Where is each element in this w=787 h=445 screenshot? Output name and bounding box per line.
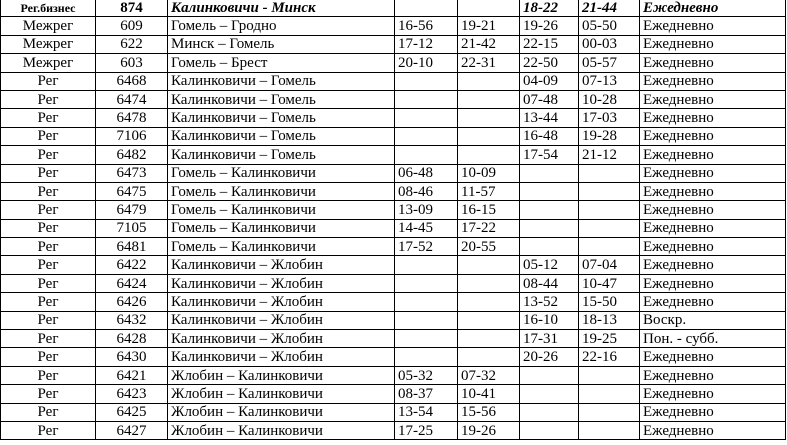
days-cell: Ежедневно <box>640 219 786 237</box>
time-cell-1: 08-46 <box>395 182 458 200</box>
time-cell-1 <box>395 330 458 348</box>
time-cell-4: 10-47 <box>579 274 640 292</box>
time-cell-2: 19-21 <box>458 17 520 35</box>
time-cell-2 <box>458 127 520 145</box>
time-cell-1 <box>395 0 458 17</box>
table-row <box>1 17 786 35</box>
train-type-cell: Рег <box>1 182 96 200</box>
header-row <box>1 0 786 17</box>
train-type-cell: Рег <box>1 403 96 421</box>
time-cell-4 <box>579 238 640 256</box>
days-cell: Ежедневно <box>640 90 786 108</box>
route-cell: Гомель – Брест <box>168 54 395 72</box>
time-cell-4: 21-12 <box>579 146 640 164</box>
time-cell-2: 10-41 <box>458 385 520 403</box>
time-cell-4: 19-28 <box>579 127 640 145</box>
time-cell-3: 22-15 <box>520 35 579 53</box>
route-cell: Жлобин – Калинковичи <box>168 403 395 421</box>
route-cell: Гомель – Гродно <box>168 17 395 35</box>
time-cell-4: 21-44 <box>579 0 640 17</box>
train-number-cell: 6479 <box>96 201 168 219</box>
time-cell-1: 06-48 <box>395 164 458 182</box>
train-number-cell: 6473 <box>96 164 168 182</box>
train-number-cell: 6425 <box>96 403 168 421</box>
time-cell-1 <box>395 256 458 274</box>
time-cell-2 <box>458 311 520 329</box>
table-row <box>1 219 786 237</box>
time-cell-3: 05-12 <box>520 256 579 274</box>
train-number-cell: 6468 <box>96 72 168 90</box>
train-number-cell: 6478 <box>96 109 168 127</box>
route-cell: Калинковичи – Гомель <box>168 127 395 145</box>
route-cell: Калинковичи – Жлобин <box>168 293 395 311</box>
table-row <box>1 54 786 72</box>
table-row <box>1 256 786 274</box>
table-row <box>1 164 786 182</box>
time-cell-2: 22-31 <box>458 54 520 72</box>
time-cell-3 <box>520 385 579 403</box>
train-type-cell: Рег <box>1 146 96 164</box>
train-type-cell: Рег <box>1 256 96 274</box>
days-cell: Ежедневно <box>640 17 786 35</box>
table-row <box>1 366 786 384</box>
time-cell-3 <box>520 219 579 237</box>
train-number-cell: 609 <box>96 17 168 35</box>
time-cell-2: 21-42 <box>458 35 520 53</box>
train-number-cell: 6427 <box>96 421 168 439</box>
time-cell-4 <box>579 164 640 182</box>
train-type-cell: Рег <box>1 201 96 219</box>
time-cell-1: 13-54 <box>395 403 458 421</box>
train-number-cell: 6481 <box>96 238 168 256</box>
days-cell: Ежедневно <box>640 293 786 311</box>
time-cell-4: 07-13 <box>579 72 640 90</box>
route-cell: Жлобин – Калинковичи <box>168 385 395 403</box>
time-cell-2: 07-32 <box>458 366 520 384</box>
time-cell-4 <box>579 219 640 237</box>
days-cell: Ежедневно <box>640 72 786 90</box>
table-row <box>1 311 786 329</box>
train-type-cell: Рег <box>1 127 96 145</box>
table-row <box>1 274 786 292</box>
train-number-cell: 6432 <box>96 311 168 329</box>
time-cell-4: 17-03 <box>579 109 640 127</box>
train-type-cell: Рег <box>1 109 96 127</box>
time-cell-1: 14-45 <box>395 219 458 237</box>
time-cell-3: 18-22 <box>520 0 579 17</box>
train-number-cell: 6422 <box>96 256 168 274</box>
time-cell-3 <box>520 238 579 256</box>
days-cell: Ежедневно <box>640 403 786 421</box>
time-cell-2 <box>458 330 520 348</box>
time-cell-4 <box>579 366 640 384</box>
time-cell-4 <box>579 421 640 439</box>
train-type-cell: Рег <box>1 348 96 366</box>
time-cell-4: 07-04 <box>579 256 640 274</box>
route-cell: Калинковичи – Жлобин <box>168 348 395 366</box>
time-cell-1: 17-12 <box>395 35 458 53</box>
table-row <box>1 238 786 256</box>
days-cell: Ежедневно <box>640 348 786 366</box>
time-cell-2: 15-56 <box>458 403 520 421</box>
time-cell-1 <box>395 146 458 164</box>
time-cell-1 <box>395 293 458 311</box>
table-row <box>1 330 786 348</box>
route-cell: Гомель – Калинковичи <box>168 219 395 237</box>
time-cell-1: 20-10 <box>395 54 458 72</box>
train-number-cell: 6426 <box>96 293 168 311</box>
route-cell: Жлобин – Калинковичи <box>168 366 395 384</box>
table-row <box>1 348 786 366</box>
train-number-cell: 6423 <box>96 385 168 403</box>
days-cell: Ежедневно <box>640 182 786 200</box>
days-cell: Ежедневно <box>640 164 786 182</box>
train-type-cell: Рег <box>1 421 96 439</box>
table-row <box>1 182 786 200</box>
time-cell-2 <box>458 90 520 108</box>
route-cell: Калинковичи – Гомель <box>168 72 395 90</box>
table-row <box>1 403 786 421</box>
train-number-cell: 7105 <box>96 219 168 237</box>
route-cell: Гомель – Калинковичи <box>168 238 395 256</box>
time-cell-3 <box>520 164 579 182</box>
train-number-cell: 6428 <box>96 330 168 348</box>
time-cell-1 <box>395 90 458 108</box>
days-cell: Ежедневно <box>640 35 786 53</box>
route-cell: Калинковичи – Жлобин <box>168 274 395 292</box>
time-cell-2 <box>458 0 520 17</box>
time-cell-1 <box>395 348 458 366</box>
time-cell-1 <box>395 109 458 127</box>
route-cell: Гомель – Калинковичи <box>168 164 395 182</box>
table-row <box>1 127 786 145</box>
days-cell: Ежедневно <box>640 385 786 403</box>
train-number-cell: 6424 <box>96 274 168 292</box>
time-cell-3 <box>520 421 579 439</box>
train-type-cell: Рег <box>1 164 96 182</box>
time-cell-4: 00-03 <box>579 35 640 53</box>
time-cell-3: 16-10 <box>520 311 579 329</box>
route-cell: Минск – Гомель <box>168 35 395 53</box>
time-cell-4: 10-28 <box>579 90 640 108</box>
train-number-cell: 6430 <box>96 348 168 366</box>
train-number-cell: 622 <box>96 35 168 53</box>
time-cell-1: 17-25 <box>395 421 458 439</box>
time-cell-1: 05-32 <box>395 366 458 384</box>
time-cell-4 <box>579 403 640 421</box>
time-cell-3: 08-44 <box>520 274 579 292</box>
route-cell: Гомель – Калинковичи <box>168 182 395 200</box>
time-cell-1 <box>395 311 458 329</box>
train-type-cell: Межрег <box>1 17 96 35</box>
time-cell-3: 13-44 <box>520 109 579 127</box>
time-cell-1 <box>395 274 458 292</box>
time-cell-3: 17-54 <box>520 146 579 164</box>
time-cell-2 <box>458 72 520 90</box>
train-number-cell: 874 <box>96 0 168 17</box>
train-number-cell: 6474 <box>96 90 168 108</box>
time-cell-2: 16-15 <box>458 201 520 219</box>
time-cell-3 <box>520 403 579 421</box>
time-cell-4 <box>579 201 640 219</box>
train-type-cell: Межрег <box>1 35 96 53</box>
train-type-cell: Рег <box>1 238 96 256</box>
days-cell: Ежедневно <box>640 366 786 384</box>
time-cell-3 <box>520 182 579 200</box>
table-row <box>1 146 786 164</box>
train-type-cell: Рег <box>1 385 96 403</box>
route-cell: Жлобин – Калинковичи <box>168 421 395 439</box>
time-cell-2: 17-22 <box>458 219 520 237</box>
time-cell-2 <box>458 348 520 366</box>
time-cell-4: 22-16 <box>579 348 640 366</box>
train-type-cell: Рег <box>1 274 96 292</box>
time-cell-1: 16-56 <box>395 17 458 35</box>
time-cell-3 <box>520 366 579 384</box>
table-row <box>1 72 786 90</box>
time-cell-1 <box>395 72 458 90</box>
time-cell-4 <box>579 385 640 403</box>
train-type-cell: Рег <box>1 311 96 329</box>
route-cell: Калинковичи – Гомель <box>168 109 395 127</box>
route-cell: Калинковичи – Жлобин <box>168 311 395 329</box>
time-cell-4: 05-57 <box>579 54 640 72</box>
table-row <box>1 201 786 219</box>
days-cell: Ежедневно <box>640 109 786 127</box>
train-type-cell: Рег <box>1 293 96 311</box>
days-cell: Ежедневно <box>640 54 786 72</box>
route-cell: Калинковичи – Гомель <box>168 146 395 164</box>
time-cell-2 <box>458 109 520 127</box>
train-type-cell: Рег <box>1 366 96 384</box>
time-cell-2: 11-57 <box>458 182 520 200</box>
table-row <box>1 109 786 127</box>
time-cell-1: 08-37 <box>395 385 458 403</box>
time-cell-4: 19-25 <box>579 330 640 348</box>
time-cell-2: 20-55 <box>458 238 520 256</box>
time-cell-1 <box>395 127 458 145</box>
train-type-cell: Рег <box>1 219 96 237</box>
train-number-cell: 603 <box>96 54 168 72</box>
time-cell-3: 19-26 <box>520 17 579 35</box>
time-cell-3: 13-52 <box>520 293 579 311</box>
time-cell-4: 05-50 <box>579 17 640 35</box>
route-cell: Калинковичи – Жлобин <box>168 330 395 348</box>
time-cell-2 <box>458 256 520 274</box>
days-cell: Ежедневно <box>640 0 786 17</box>
days-cell: Ежедневно <box>640 256 786 274</box>
table-row <box>1 385 786 403</box>
days-cell: Ежедневно <box>640 127 786 145</box>
time-cell-4: 15-50 <box>579 293 640 311</box>
train-number-cell: 6482 <box>96 146 168 164</box>
days-cell: Пон. - субб. <box>640 330 786 348</box>
days-cell: Ежедневно <box>640 421 786 439</box>
train-type-cell: Межрег <box>1 54 96 72</box>
train-type-cell: Рег <box>1 330 96 348</box>
table-row <box>1 35 786 53</box>
train-number-cell: 7106 <box>96 127 168 145</box>
time-cell-3: 04-09 <box>520 72 579 90</box>
route-cell: Калинковичи – Жлобин <box>168 256 395 274</box>
train-type-cell: Рег <box>1 72 96 90</box>
route-cell: Гомель – Калинковичи <box>168 201 395 219</box>
time-cell-1: 13-09 <box>395 201 458 219</box>
time-cell-1: 17-52 <box>395 238 458 256</box>
time-cell-3: 17-31 <box>520 330 579 348</box>
train-number-cell: 6421 <box>96 366 168 384</box>
table-row <box>1 293 786 311</box>
timetable-body <box>1 0 786 440</box>
days-cell: Воскр. <box>640 311 786 329</box>
days-cell: Ежедневно <box>640 146 786 164</box>
time-cell-4: 18-13 <box>579 311 640 329</box>
days-cell: Ежедневно <box>640 274 786 292</box>
days-cell: Ежедневно <box>640 238 786 256</box>
time-cell-3: 20-26 <box>520 348 579 366</box>
time-cell-2 <box>458 146 520 164</box>
route-cell: Калинковичи – Гомель <box>168 90 395 108</box>
route-cell: Калинковичи - Минск <box>168 0 395 17</box>
days-cell: Ежедневно <box>640 201 786 219</box>
train-number-cell: 6475 <box>96 182 168 200</box>
train-type-cell: Рег.бизнес <box>1 0 96 17</box>
time-cell-3: 16-48 <box>520 127 579 145</box>
time-cell-3: 22-50 <box>520 54 579 72</box>
time-cell-3 <box>520 201 579 219</box>
time-cell-2: 19-26 <box>458 421 520 439</box>
time-cell-4 <box>579 182 640 200</box>
time-cell-2: 10-09 <box>458 164 520 182</box>
table-row <box>1 421 786 439</box>
time-cell-2 <box>458 293 520 311</box>
train-type-cell: Рег <box>1 90 96 108</box>
table-row <box>1 90 786 108</box>
time-cell-3: 07-48 <box>520 90 579 108</box>
time-cell-2 <box>458 274 520 292</box>
